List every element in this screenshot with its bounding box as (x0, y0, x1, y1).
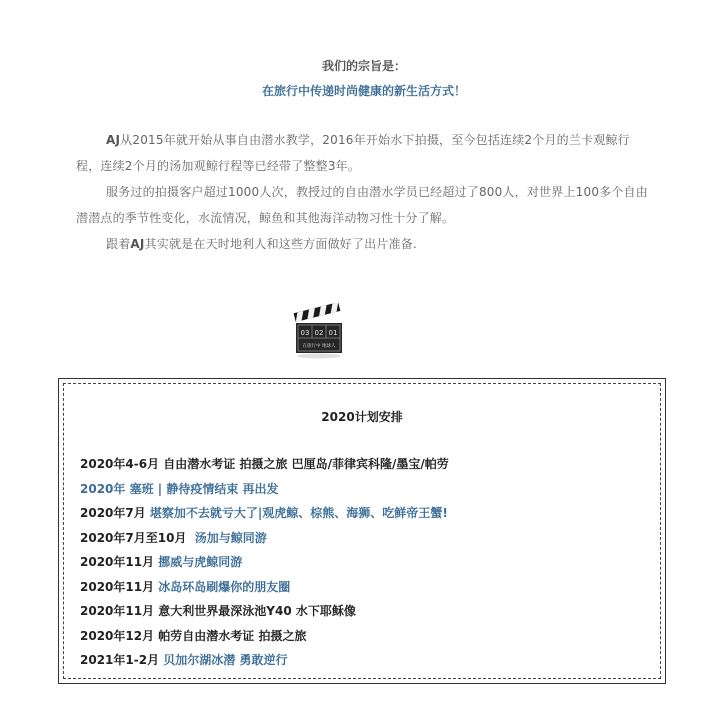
plan-item-date: 2021年1-2月 (80, 653, 160, 667)
plan-item-text: 贝加尔湖冰潜 勇敢逆行 (159, 653, 288, 667)
plan-item-text: 塞班 | 静待疫情结束 再出发 (125, 481, 279, 496)
plan-item (80, 477, 449, 502)
plan-item-date: 2020年11月 (80, 604, 155, 618)
plan-item-date: 2020年11月 (80, 579, 155, 594)
intro-name-3: AJ (130, 237, 145, 251)
plan-title: 2020计划安排 (321, 410, 403, 424)
plan-item-date: 2020年12月 (80, 628, 155, 643)
plan-item-date: 2020年11月 (80, 555, 155, 569)
plan-box-inner-border (63, 383, 661, 679)
plan-item (80, 550, 449, 575)
motto-slogan: 在旅行中传递时尚健康的新生活方式！ (261, 84, 466, 98)
plan-item-text: 意大利世界最深泳池Y40 水下耶稣像 (154, 604, 356, 618)
plan-item-date: 2020年 (80, 481, 126, 496)
plan-item (80, 648, 449, 673)
clapperboard-icon (290, 303, 348, 361)
plan-item-text: 汤加与鲸同游 (186, 530, 267, 545)
intro-paragraph-3 (76, 231, 652, 257)
intro-paragraph-2: 服务过的拍摄客户超过1000人次，教授过的自由潜水学员已经超过了800人，对世界上100多个自由潜潜点的季节性变化，水流情况，鲸鱼和其他海洋动物习性十分了解。 (76, 185, 648, 225)
plan-item (80, 599, 449, 624)
intro-name: AJ (106, 133, 121, 147)
plan-item-text: 自由潜水考证 拍摄之旅 巴厘岛/菲律宾科隆/墨宝/帕劳 (159, 457, 449, 471)
slate-number-3: 01 (328, 329, 338, 337)
intro-prefix-3: 跟着 (106, 237, 131, 251)
slate-number-2: 02 (314, 329, 324, 337)
plan-item (80, 452, 449, 477)
plan-item (80, 526, 449, 551)
plan-item-text: 冰岛环岛刷爆你的朋友圈 (154, 579, 291, 594)
intro-text-3: 其实就是在天时地利人和这些方面做好了出片准备. (144, 237, 417, 251)
motto-heading: 我们的宗旨是： (321, 59, 406, 73)
plan-item-date: 2020年7月至10月 (80, 530, 187, 545)
intro-text-1: 从2015年就开始从事自由潜水教学，2016年开始水下拍摄，至今包括连续2个月的兰卡观鲸行程，连续2个月的汤加观鲸行程等已经带了整整3年。 (76, 133, 630, 173)
plan-item-text: 挪威与虎鲸同游 (154, 555, 243, 569)
plan-item (80, 501, 449, 526)
plan-list (80, 452, 449, 673)
intro-paragraph-1 (76, 127, 652, 179)
intro-text (76, 127, 652, 257)
slate-number-1: 03 (300, 329, 310, 337)
plan-box (58, 378, 666, 684)
plan-item-text: 堪察加不去就亏大了|观虎鲸、棕熊、海狮、吃鲜帝王蟹! (145, 506, 448, 520)
plan-item-date: 2020年4-6月 (80, 457, 160, 471)
plan-item (80, 575, 449, 600)
plan-item (80, 624, 449, 649)
plan-item-text: 帕劳自由潜水考证 拍摄之旅 (154, 628, 307, 643)
plan-item-date: 2020年7月 (80, 506, 146, 520)
slate-caption: 在旅行中 地球人 (302, 344, 336, 349)
